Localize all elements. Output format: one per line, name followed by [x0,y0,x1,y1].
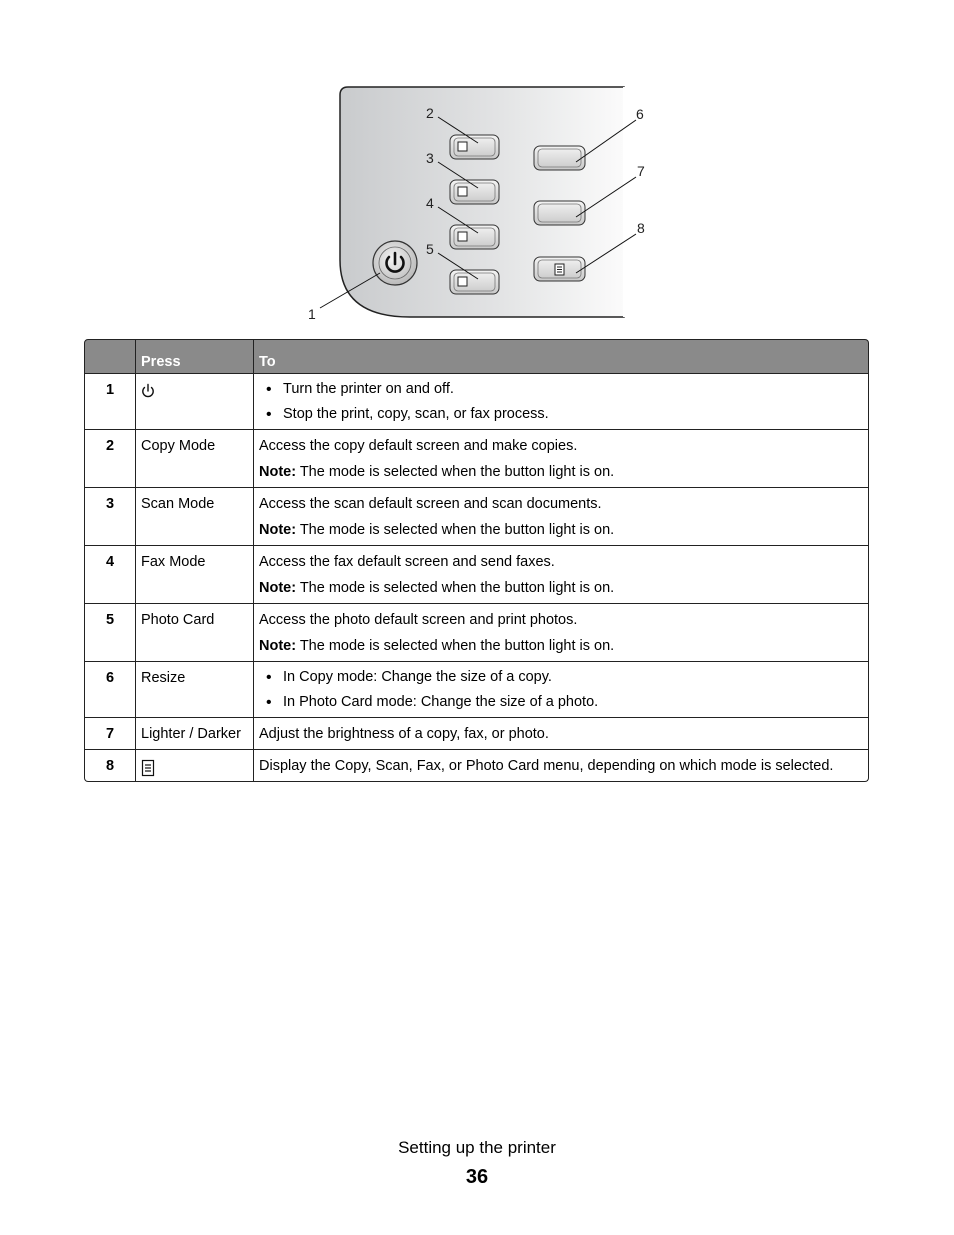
callout-5: 5 [426,241,434,257]
callout-8: 8 [637,220,645,236]
photo-card-button-graphic [450,270,499,294]
callout-1: 1 [308,306,316,322]
description: Access the fax default screen and send faxes. [259,554,555,570]
row-number: 3 [84,488,136,546]
row-number: 8 [84,750,136,782]
press-cell [136,374,254,430]
header-press: Press [136,339,254,374]
fax-mode-button-graphic [450,225,499,249]
note-label: Note: [259,638,297,654]
control-panel-illustration [300,80,660,325]
note [259,579,863,598]
callout-2: 2 [426,105,434,121]
header-num [84,339,136,374]
to-cell [254,662,869,718]
note-label: Note: [259,464,297,480]
bullet-item: • Turn the printer on and off. [259,380,863,399]
row-number: 6 [84,662,136,718]
footer-section-title: Setting up the printer [398,1138,556,1157]
press-cell: Resize [136,662,254,718]
bullet-item: • In Copy mode: Change the size of a copy. [259,668,863,687]
power-button-graphic [373,241,417,285]
description: Access the copy default screen and make copies. [259,438,578,454]
control-panel-table [84,339,869,782]
table-row [84,374,869,430]
table-row [84,604,869,662]
menu-button-graphic [534,257,585,281]
page-number: 36 [465,1166,489,1188]
to-cell [254,546,869,604]
description: Adjust the brightness of a copy, fax, or photo. [259,726,549,742]
resize-button-graphic [534,146,585,170]
bullet-item: • Stop the print, copy, scan, or fax process. [259,405,863,424]
lighter-darker-button-graphic [534,201,585,225]
row-number: 2 [84,430,136,488]
table-row [84,430,869,488]
to-cell [254,750,869,782]
callout-7: 7 [637,163,645,179]
note-text: The mode is selected when the button light is on. [296,638,615,654]
press-cell [136,750,254,782]
control-panel-figure [300,80,660,325]
row-number: 1 [84,374,136,430]
bullet-list [259,380,863,424]
press-cell: Copy Mode [136,430,254,488]
table-row [84,662,869,718]
press-cell: Lighter / Darker [136,718,254,750]
copy-mode-button-graphic [450,135,499,159]
row-number: 5 [84,604,136,662]
press-cell: Scan Mode [136,488,254,546]
to-cell [254,430,869,488]
callout-3: 3 [426,150,434,166]
to-cell [254,604,869,662]
note-label: Note: [259,580,297,596]
note [259,463,863,482]
note-text: The mode is selected when the button light is on. [296,522,615,538]
table-row [84,488,869,546]
press-cell: Fax Mode [136,546,254,604]
header-to: To [254,339,869,374]
table-row [84,750,869,782]
description: Access the scan default screen and scan documents. [259,496,602,512]
to-cell [254,718,869,750]
to-cell [254,374,869,430]
scan-mode-button-graphic [450,180,499,204]
power-icon [141,383,248,399]
bullet-item: • In Photo Card mode: Change the size of a photo. [259,693,863,712]
callout-6: 6 [636,106,644,122]
description: Access the photo default screen and print photos. [259,612,578,628]
menu-icon [141,759,248,777]
press-cell: Photo Card [136,604,254,662]
table-header-row [84,339,869,374]
note-label: Note: [259,522,297,538]
note-text: The mode is selected when the button light is on. [296,464,615,480]
to-cell [254,488,869,546]
bullet-list [259,668,863,712]
table-row [84,718,869,750]
table-row [84,546,869,604]
note-text: The mode is selected when the button light is on. [296,580,615,596]
row-number: 7 [84,718,136,750]
row-number: 4 [84,546,136,604]
note [259,521,863,540]
note [259,637,863,656]
callout-4: 4 [426,195,434,211]
description: Display the Copy, Scan, Fax, or Photo Card menu, depending on which mode is selected. [259,758,834,774]
